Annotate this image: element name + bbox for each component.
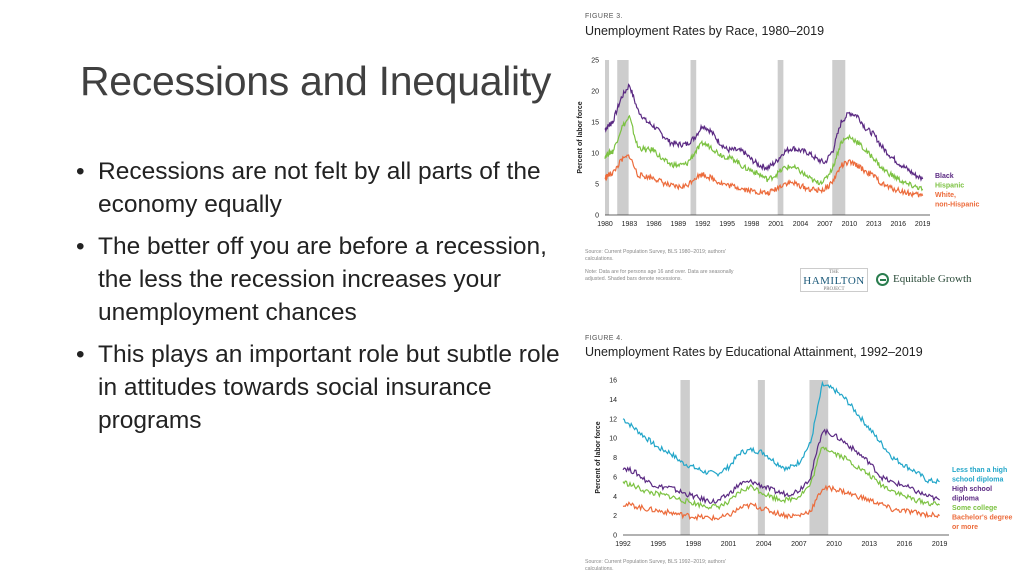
y-tick-label: 0 — [613, 532, 617, 540]
figure-4-chart — [572, 330, 1024, 576]
y-tick-label: 2 — [613, 513, 617, 521]
equitable-growth-logo — [876, 271, 972, 287]
bullet-list — [76, 155, 566, 446]
x-tick-label: 2007 — [791, 541, 807, 548]
legend-label: White, — [935, 192, 956, 199]
legend-label: non-Hispanic — [935, 201, 980, 209]
x-tick-label: 1998 — [685, 541, 702, 548]
chart-title: Unemployment Rates by Educational Attainment, 1992–2019 — [585, 345, 923, 359]
hamilton-logo-sub: PROJECT — [823, 287, 845, 292]
x-tick-label: 1989 — [670, 221, 687, 228]
y-tick-label: 10 — [609, 435, 617, 443]
x-tick-label: 1992 — [694, 221, 711, 228]
source-note: calculations. — [585, 566, 614, 572]
y-tick-label: 6 — [613, 474, 617, 482]
recession-bar — [778, 60, 784, 215]
recession-bar — [832, 60, 845, 215]
legend-label: diploma — [952, 495, 979, 503]
hamilton-logo-top: THE — [829, 270, 839, 275]
source-note: calculations. — [585, 256, 614, 262]
x-tick-label: 2013 — [866, 221, 882, 228]
x-tick-label: 2001 — [768, 221, 784, 228]
legend-label: Some college — [952, 505, 998, 512]
hamilton-project-logo — [800, 268, 868, 292]
x-tick-label: 1986 — [646, 221, 662, 228]
y-tick-label: 15 — [591, 119, 599, 127]
legend-label: or more — [952, 524, 979, 531]
y-tick-label: 0 — [595, 212, 599, 220]
equitable-growth-icon — [876, 273, 889, 286]
figure-3-chart — [572, 8, 1024, 308]
series-line-bachelor-s-degree-or-more — [623, 486, 940, 520]
x-tick-label: 1992 — [615, 541, 631, 548]
x-tick-label: 2019 — [931, 541, 948, 548]
x-tick-label: 2016 — [890, 221, 907, 228]
bullet-item: • The better off you are before a recession, the less the recession increases your unemployment chances — [76, 230, 566, 329]
x-tick-label: 1998 — [743, 221, 760, 228]
legend-label: Bachelor's degree — [952, 514, 1013, 522]
y-axis-label: Percent of labor force — [577, 101, 584, 174]
x-tick-label: 1980 — [597, 221, 613, 228]
y-tick-label: 20 — [591, 88, 599, 96]
y-tick-label: 8 — [613, 455, 617, 462]
figure-label: FIGURE 3. — [585, 13, 623, 20]
legend-label: school diploma — [952, 476, 1004, 484]
source-note: Note: Data are for persons age 16 and over. Data are seasonally — [585, 269, 734, 275]
x-tick-label: 2007 — [817, 221, 833, 228]
x-tick-label: 2001 — [720, 541, 737, 548]
bullet-item: • Recessions are not felt by all parts of the economy equally — [76, 155, 566, 221]
y-axis-label: Percent of labor force — [595, 421, 602, 494]
figure-label: FIGURE 4. — [585, 335, 623, 342]
series-line-some-college — [623, 447, 940, 509]
legend-label: Hispanic — [935, 182, 965, 190]
y-tick-label: 12 — [609, 416, 617, 424]
x-tick-label: 2010 — [841, 221, 858, 228]
x-tick-label: 1983 — [621, 221, 638, 228]
x-tick-label: 2004 — [792, 221, 809, 228]
y-tick-label: 14 — [609, 396, 617, 404]
recession-bar — [680, 380, 689, 535]
y-tick-label: 4 — [613, 493, 617, 501]
series-line-less-than-a-high-school-diploma — [623, 383, 940, 483]
figure-4-svg — [572, 330, 1024, 576]
source-note: Source: Current Population Survey, BLS 1980–2019; authors' — [585, 249, 727, 255]
x-tick-label: 2010 — [826, 541, 842, 548]
source-note: Source: Current Population Survey, BLS 1992–2019; authors' — [585, 559, 727, 565]
y-tick-label: 5 — [595, 181, 599, 189]
chart-title: Unemployment Rates by Race, 1980–2019 — [585, 24, 825, 38]
legend-label: Less than a high — [952, 467, 1008, 474]
figure-3-svg — [572, 8, 1024, 308]
recession-bar — [605, 60, 609, 215]
legend-label: Black — [935, 173, 954, 180]
x-tick-label: 1995 — [650, 541, 666, 548]
hamilton-logo-main: HAMILTON — [803, 275, 865, 287]
recession-bar — [758, 380, 765, 535]
x-tick-label: 2016 — [896, 541, 913, 548]
bullet-item: • This plays an important role but subtle role in attitudes towards social insurance programs — [76, 338, 566, 437]
slide-title: Recessions and Inequality — [80, 58, 552, 104]
y-tick-label: 16 — [609, 377, 617, 385]
equitable-growth-text: Equitable Growth — [893, 273, 972, 285]
source-note: adjusted. Shaded bars denote recessions. — [585, 276, 682, 282]
legend-label: High school — [952, 486, 993, 493]
x-tick-label: 2013 — [861, 541, 878, 548]
x-tick-label: 1995 — [719, 221, 735, 228]
y-tick-label: 10 — [591, 150, 599, 158]
x-tick-label: 2019 — [914, 221, 931, 228]
y-tick-label: 25 — [591, 57, 599, 65]
series-line-black — [605, 85, 923, 180]
x-tick-label: 2004 — [755, 541, 772, 548]
